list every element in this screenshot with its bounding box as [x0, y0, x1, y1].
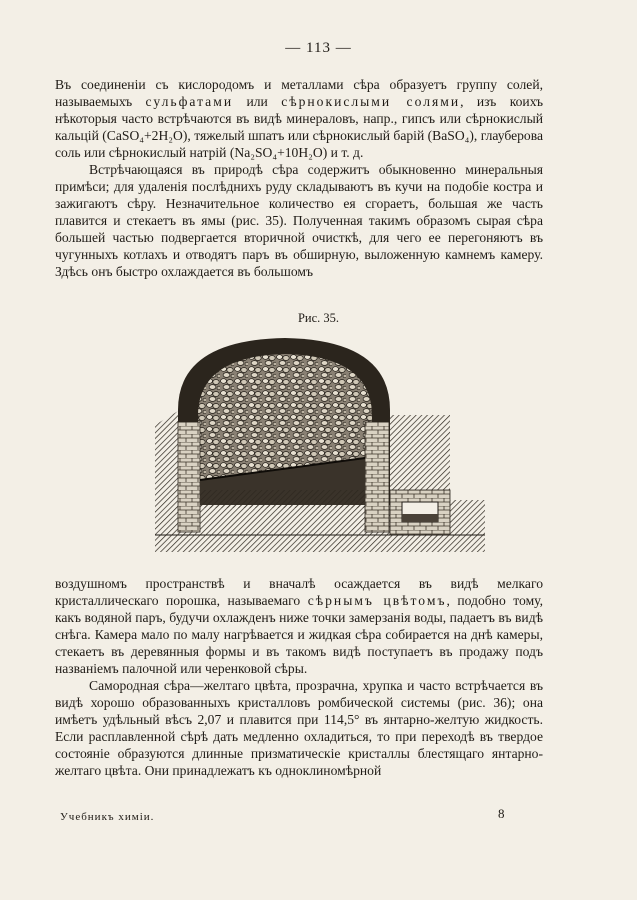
text-run: Въ соединеніи съ кислородомъ и металлами сѣра образуетъ группу солей, называемыхъ — [55, 77, 543, 109]
text-block-top — [55, 76, 543, 280]
text-run: воздушномъ пространствѣ и вначалѣ осаждается въ видѣ мелкаго кристаллическаго порошка, называемаго — [55, 576, 543, 608]
paragraph — [55, 575, 543, 677]
signature-number: 8 — [498, 806, 505, 821]
text-block-bottom — [55, 575, 543, 779]
text-run: , подобно тому, какъ водяной паръ, будучи охлажденъ ниже точки замерзанія воды, падаетъ въ видѣ снѣга. Камера мало по малу нагрѣвается и жидкая сѣра собирается на днѣ камеры, стекаетъ въ деревянныя формы и въ такомъ видѣ поступаетъ въ продажу подъ названіемъ палочной или черенковой сѣры. — [55, 593, 543, 676]
emphasized-term: сѣрнымъ цвѣтомъ — [307, 593, 447, 608]
emphasized-term: сульфатами — [145, 94, 234, 109]
paragraph — [55, 76, 543, 161]
paragraph — [55, 161, 543, 280]
text-run: , изъ коихъ нѣкоторыя часто встрѣчаются въ видѣ минераловъ, напр., гипсъ или сѣрнокислый кальцій (CaSO₄+2H₂O), тяжелый шпатъ или сѣрнокислый барій (BaSO₄), глауберова соль или сѣрнокислый натрій (Na₂SO₄+10H₂O) и т. д. — [55, 94, 544, 160]
figure-caption: Рис. 35. — [297, 311, 340, 325]
text-run: Самородная сѣра—желтаго цвѣта, прозрачна, хрупка и часто встрѣчается въ видѣ хорошо образованныхъ кристалловъ ромбической системы (рис. 36); она имѣетъ удѣльный вѣсъ 2,07 и плавится при 114,5° въ янтарно-желтую жидкость. Если расплавленной сѣрѣ дать медленно охладиться, то при переходѣ въ твердое состояніе образуются длинные призматическіе кристаллы блестящаго янтарно-желтаго цвѣта. Они принадлежатъ къ одноклиномѣрной — [55, 678, 543, 778]
signature-mark: Учебникъ химіи. — [60, 811, 155, 823]
page-number: — 113 — — [285, 40, 352, 56]
text-run: Встрѣчающаяся въ природѣ сѣра содержитъ обыкновенно минеральныя примѣси; для удаленія послѣднихъ руду складываютъ въ кучи на подобіе костра и зажигаютъ сѣру. Незначительное количество ея сгораетъ, большая же часть плавится и стекаетъ въ ямы (рис. 35). Полученная такимъ образомъ сырая сѣра большей частью подвергается вторичной очисткѣ, для чего ее перегоняютъ въ чугунныхъ котлахъ и отводятъ паръ въ обширную, выложенную камнемъ камеру. Здѣсь онъ быстро охлаждается въ большомъ — [55, 162, 543, 279]
paragraph — [55, 677, 543, 779]
emphasized-term: сѣрнокислыми солями — [281, 94, 461, 109]
text-run: или — [233, 94, 282, 109]
sulfur-kiln-figure — [150, 330, 490, 555]
